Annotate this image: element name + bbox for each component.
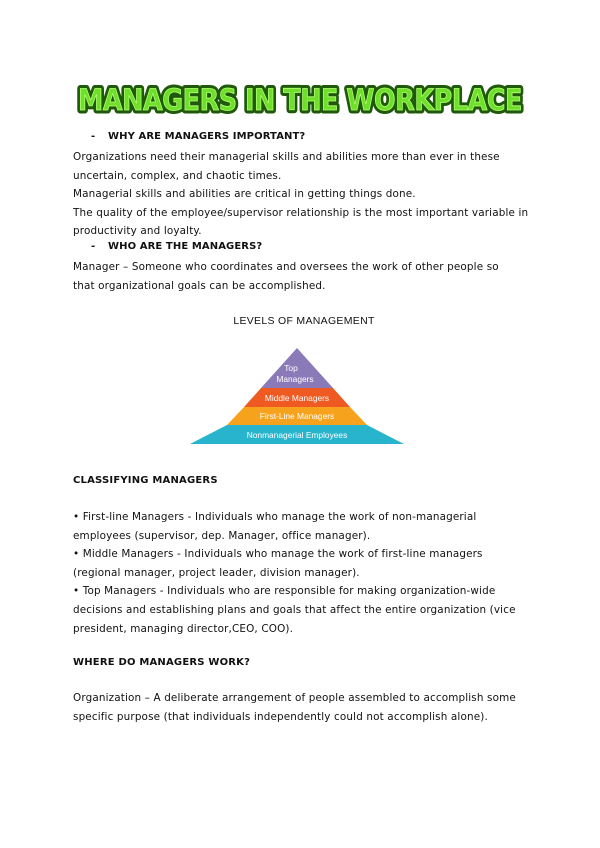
why-line: Organizations need their managerial skills and abilities more than ever in these: [73, 151, 500, 163]
where-heading: WHERE DO MANAGERS WORK?: [73, 657, 251, 668]
who-line: Manager – Someone who coordinates and oversees the work of other people so: [73, 261, 499, 273]
who-heading-text: WHO ARE THE MANAGERS?: [108, 241, 263, 252]
classifying-line: decisions and establishing plans and goals that affect the entire organization (vice: [73, 603, 516, 616]
page-title-text: MANAGERS IN THE WORKPLACE: [78, 83, 522, 117]
classifying-line: • Middle Managers - Individuals who manage the work of first-line managers: [73, 548, 483, 561]
classifying-line: employees (supervisor, dep. Manager, office manager).: [73, 529, 371, 542]
why-line: productivity and loyalty.: [73, 225, 202, 238]
pyramid-top-label-2: Managers: [276, 374, 314, 384]
why-line: uncertain, complex, and chaotic times.: [73, 169, 282, 182]
classifying-line: (regional manager, project leader, division manager).: [73, 566, 360, 579]
where-paragraph: [73, 689, 533, 726]
why-line: The quality of the employee/supervisor relationship is the most important variable in: [73, 206, 529, 219]
why-bullet: -: [91, 131, 96, 142]
who-line: that organizational goals can be accomplished.: [73, 279, 326, 292]
classifying-heading: CLASSIFYING MANAGERS: [73, 475, 218, 486]
why-line: Managerial skills and abilities are critical in getting things done.: [73, 188, 416, 201]
why-heading: [91, 131, 305, 142]
pyramid-top-label-1: Top: [284, 363, 298, 373]
management-pyramid: [190, 346, 410, 446]
classifying-line: president, managing director,CEO, COO).: [73, 622, 294, 635]
page-title: [75, 79, 525, 119]
classifying-line: • Top Managers - Individuals who are responsible for making organization-wide: [73, 585, 496, 598]
pyramid-first-line-label: First-Line Managers: [259, 411, 335, 421]
why-paragraph: [73, 148, 533, 241]
classifying-line: • First-line Managers - Individuals who manage the work of non-managerial: [73, 511, 477, 523]
who-paragraph: [73, 258, 533, 295]
why-heading-text: WHY ARE MANAGERS IMPORTANT?: [108, 131, 306, 142]
where-line: specific purpose (that individuals independently could not accomplish alone).: [73, 710, 488, 723]
classifying-paragraph: [73, 508, 533, 638]
who-bullet: -: [91, 241, 96, 252]
pyramid-nonmanagerial-label: Nonmanagerial Employees: [246, 430, 348, 440]
page-title-outline: MANAGERS IN THE WORKPLACE: [78, 83, 522, 117]
levels-title: LEVELS OF MANAGEMENT: [233, 315, 375, 327]
who-heading: [91, 241, 262, 252]
pyramid-middle-label: Middle Managers: [264, 393, 330, 403]
where-line: Organization – A deliberate arrangement of people assembled to accomplish some: [73, 692, 516, 704]
